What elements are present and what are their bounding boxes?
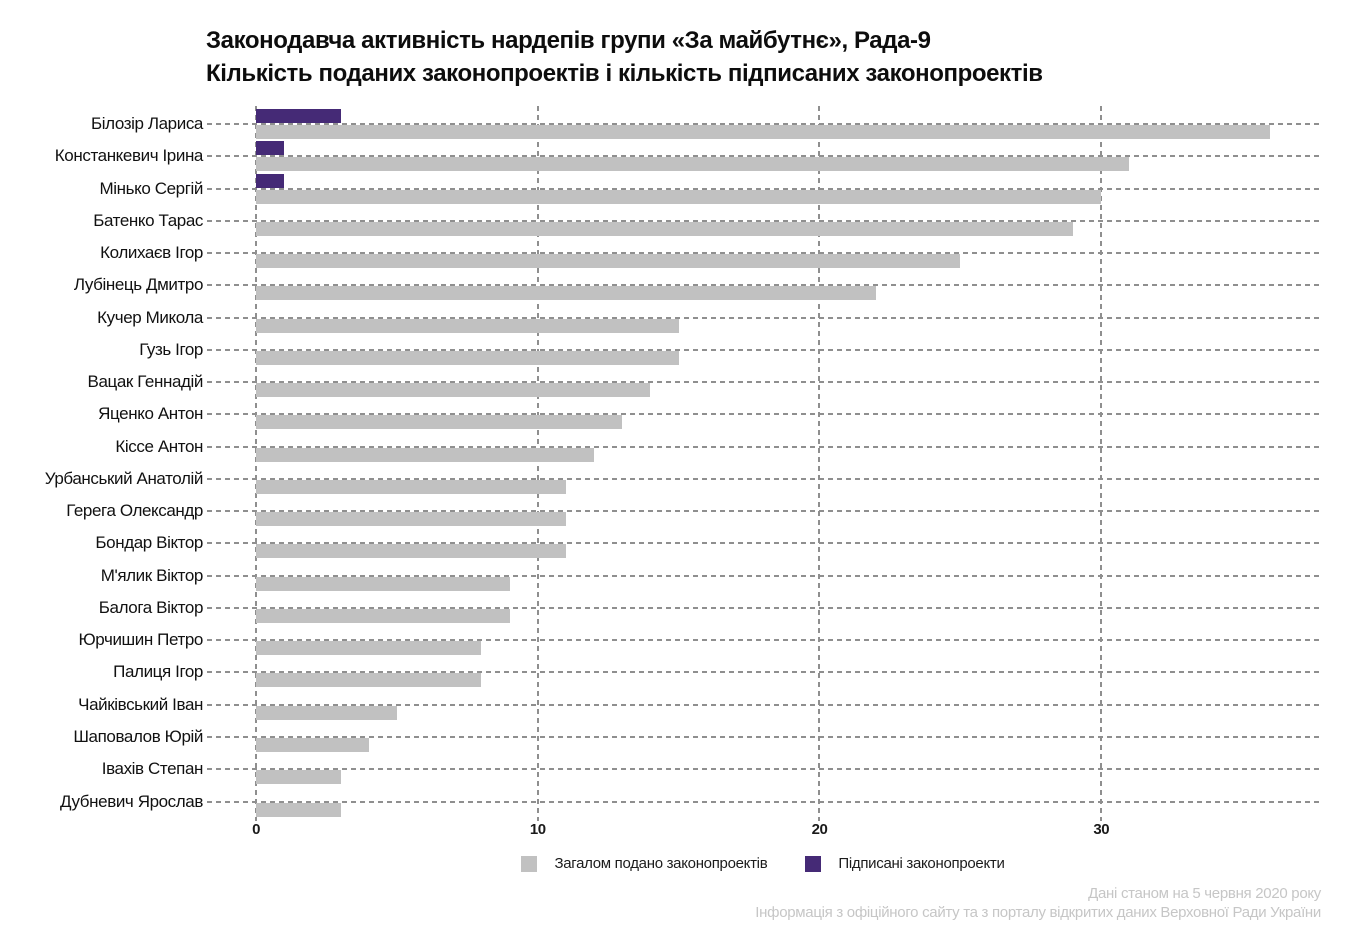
category-label: Кіссе Антон xyxy=(115,436,203,456)
legend-swatch-total-icon xyxy=(521,856,537,872)
source-footer xyxy=(755,884,1321,922)
category-label: Констанкевич Ірина xyxy=(54,146,203,166)
category-label: Білозір Лариса xyxy=(91,114,203,133)
x-tick-label: 10 xyxy=(529,821,546,838)
total-bar xyxy=(256,577,510,591)
category-label: М'ялик Віктор xyxy=(100,565,203,585)
total-bar xyxy=(256,125,1270,139)
category-label: Шаповалов Юрій xyxy=(73,726,203,746)
y-gridline xyxy=(207,736,1321,738)
total-bar xyxy=(256,706,397,720)
category-label: Яценко Антон xyxy=(98,404,203,424)
total-bar xyxy=(256,738,369,752)
category-label: Вацак Геннадій xyxy=(87,372,203,392)
legend xyxy=(205,855,1321,872)
x-gridline xyxy=(1100,106,1102,821)
x-gridline xyxy=(537,106,539,821)
total-bar xyxy=(256,222,1073,236)
total-bar xyxy=(256,351,679,365)
category-label: Кучер Микола xyxy=(97,307,203,327)
category-label: Палиця Ігор xyxy=(113,662,203,682)
total-bar xyxy=(256,609,510,623)
category-label: Урбанський Анатолій xyxy=(44,468,203,488)
y-gridline xyxy=(207,801,1321,803)
legend-item-total xyxy=(521,855,767,872)
signed-bar xyxy=(256,109,341,123)
legend-label-signed: Підписані законопроекти xyxy=(838,855,1005,872)
total-bar xyxy=(256,770,341,784)
signed-bar xyxy=(256,141,284,155)
total-bar xyxy=(256,803,341,817)
total-bar xyxy=(256,673,481,687)
total-bar xyxy=(256,319,679,333)
category-label: Гузь Ігор xyxy=(139,339,203,359)
total-bar xyxy=(256,641,481,655)
total-bar xyxy=(256,157,1129,171)
signed-bar xyxy=(256,174,284,188)
category-label: Дубневич Ярослав xyxy=(60,791,203,811)
legend-item-signed xyxy=(805,855,1004,872)
x-tick-label: 30 xyxy=(1093,821,1110,838)
category-label: Лубінець Дмитро xyxy=(73,275,203,295)
category-label: Чайківський Іван xyxy=(78,694,203,714)
category-label: Івахів Степан xyxy=(101,759,203,779)
footer-date-line: Дані станом на 5 червня 2020 року xyxy=(1088,885,1321,902)
total-bar xyxy=(256,512,566,526)
category-label: Батенко Тарас xyxy=(93,210,203,230)
x-tick-label: 20 xyxy=(811,821,828,838)
total-bar xyxy=(256,448,594,462)
x-tick-label: 0 xyxy=(252,821,260,838)
total-bar xyxy=(256,286,876,300)
total-bar xyxy=(256,383,650,397)
category-label: Колихаєв Ігор xyxy=(100,243,203,263)
category-label: Герега Олександр xyxy=(66,501,203,521)
footer-source-line: Інформація з офіційного сайту та з порталу відкритих даних Верховної Ради України xyxy=(755,904,1321,921)
legend-swatch-signed-icon xyxy=(805,856,821,872)
x-gridline xyxy=(818,106,820,821)
y-gridline xyxy=(207,768,1321,770)
category-label: Мінько Сергій xyxy=(99,178,203,198)
category-label: Юрчишин Петро xyxy=(78,630,203,650)
legend-label-total: Загалом подано законопроектів xyxy=(554,855,768,872)
total-bar xyxy=(256,190,1101,204)
total-bar xyxy=(256,480,566,494)
total-bar xyxy=(256,544,566,558)
category-label: Бондар Віктор xyxy=(95,533,203,553)
chart-title-line2: Кількість поданих законопроектів і кількість підписаних законопроектів xyxy=(206,60,1043,87)
category-label: Балога Віктор xyxy=(98,597,203,617)
chart-title-line1: Законодавча активність нардепів групи «За майбутнє», Рада-9 xyxy=(206,27,931,54)
total-bar xyxy=(256,415,622,429)
total-bar xyxy=(256,254,960,268)
